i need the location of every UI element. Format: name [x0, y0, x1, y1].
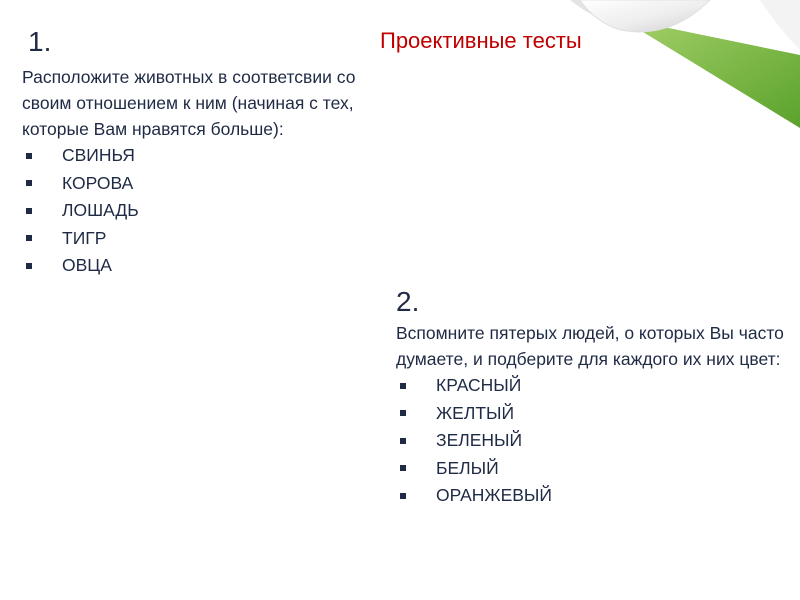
green-band-shape — [620, 18, 800, 128]
square-bullet-icon — [26, 180, 32, 186]
list-item — [22, 225, 402, 253]
square-bullet-icon — [26, 263, 32, 269]
list-item-label: КРАСНЫЙ — [436, 375, 522, 395]
slide-title: Проективные тесты — [380, 28, 582, 53]
square-bullet-icon — [26, 235, 32, 241]
block-number: 1. — [28, 26, 52, 57]
page-curl-decoration — [560, 0, 800, 150]
block-prompt: Расположите животных в соответсвии со своим отношением к ним (начиная с тех, которые Вам нравятся больше): — [22, 67, 356, 139]
list-item-label: ЛОШАДЬ — [62, 200, 139, 220]
list-item-label: ТИГР — [62, 227, 107, 248]
option-list — [22, 142, 402, 280]
list-item-label: ОВЦА — [62, 255, 112, 275]
square-bullet-icon — [26, 153, 32, 159]
list-item — [22, 197, 402, 225]
list-item-label: ЖЕЛТЫЙ — [436, 402, 515, 423]
list-item — [396, 400, 792, 428]
list-item-label: КОРОВА — [62, 172, 134, 193]
curl-page-shape — [580, 0, 710, 32]
list-item — [396, 455, 792, 483]
list-item — [396, 372, 792, 400]
square-bullet-icon — [400, 493, 406, 499]
block-number: 2. — [396, 286, 420, 317]
list-item-label: СВИНЬЯ — [62, 145, 135, 165]
block-prompt: Вспомните пятерых людей, о которых Вы часто думаете, и подберите для каждого их них цвет: — [396, 323, 784, 369]
list-item-label: ОРАНЖЕВЫЙ — [436, 485, 552, 505]
square-bullet-icon — [400, 438, 406, 444]
list-item — [22, 142, 402, 170]
square-bullet-icon — [26, 208, 32, 214]
test-block-2 — [396, 286, 792, 510]
option-list — [396, 372, 792, 510]
list-item-label: БЕЛЫЙ — [436, 457, 499, 478]
list-item-label: ЗЕЛЕНЫЙ — [436, 430, 523, 450]
list-item — [396, 427, 792, 455]
list-item — [22, 252, 402, 280]
square-bullet-icon — [400, 465, 406, 471]
list-item — [22, 170, 402, 198]
test-block-1 — [22, 26, 402, 280]
curl-edge-shape — [760, 0, 800, 50]
square-bullet-icon — [400, 410, 406, 416]
square-bullet-icon — [400, 383, 406, 389]
list-item — [396, 482, 792, 510]
